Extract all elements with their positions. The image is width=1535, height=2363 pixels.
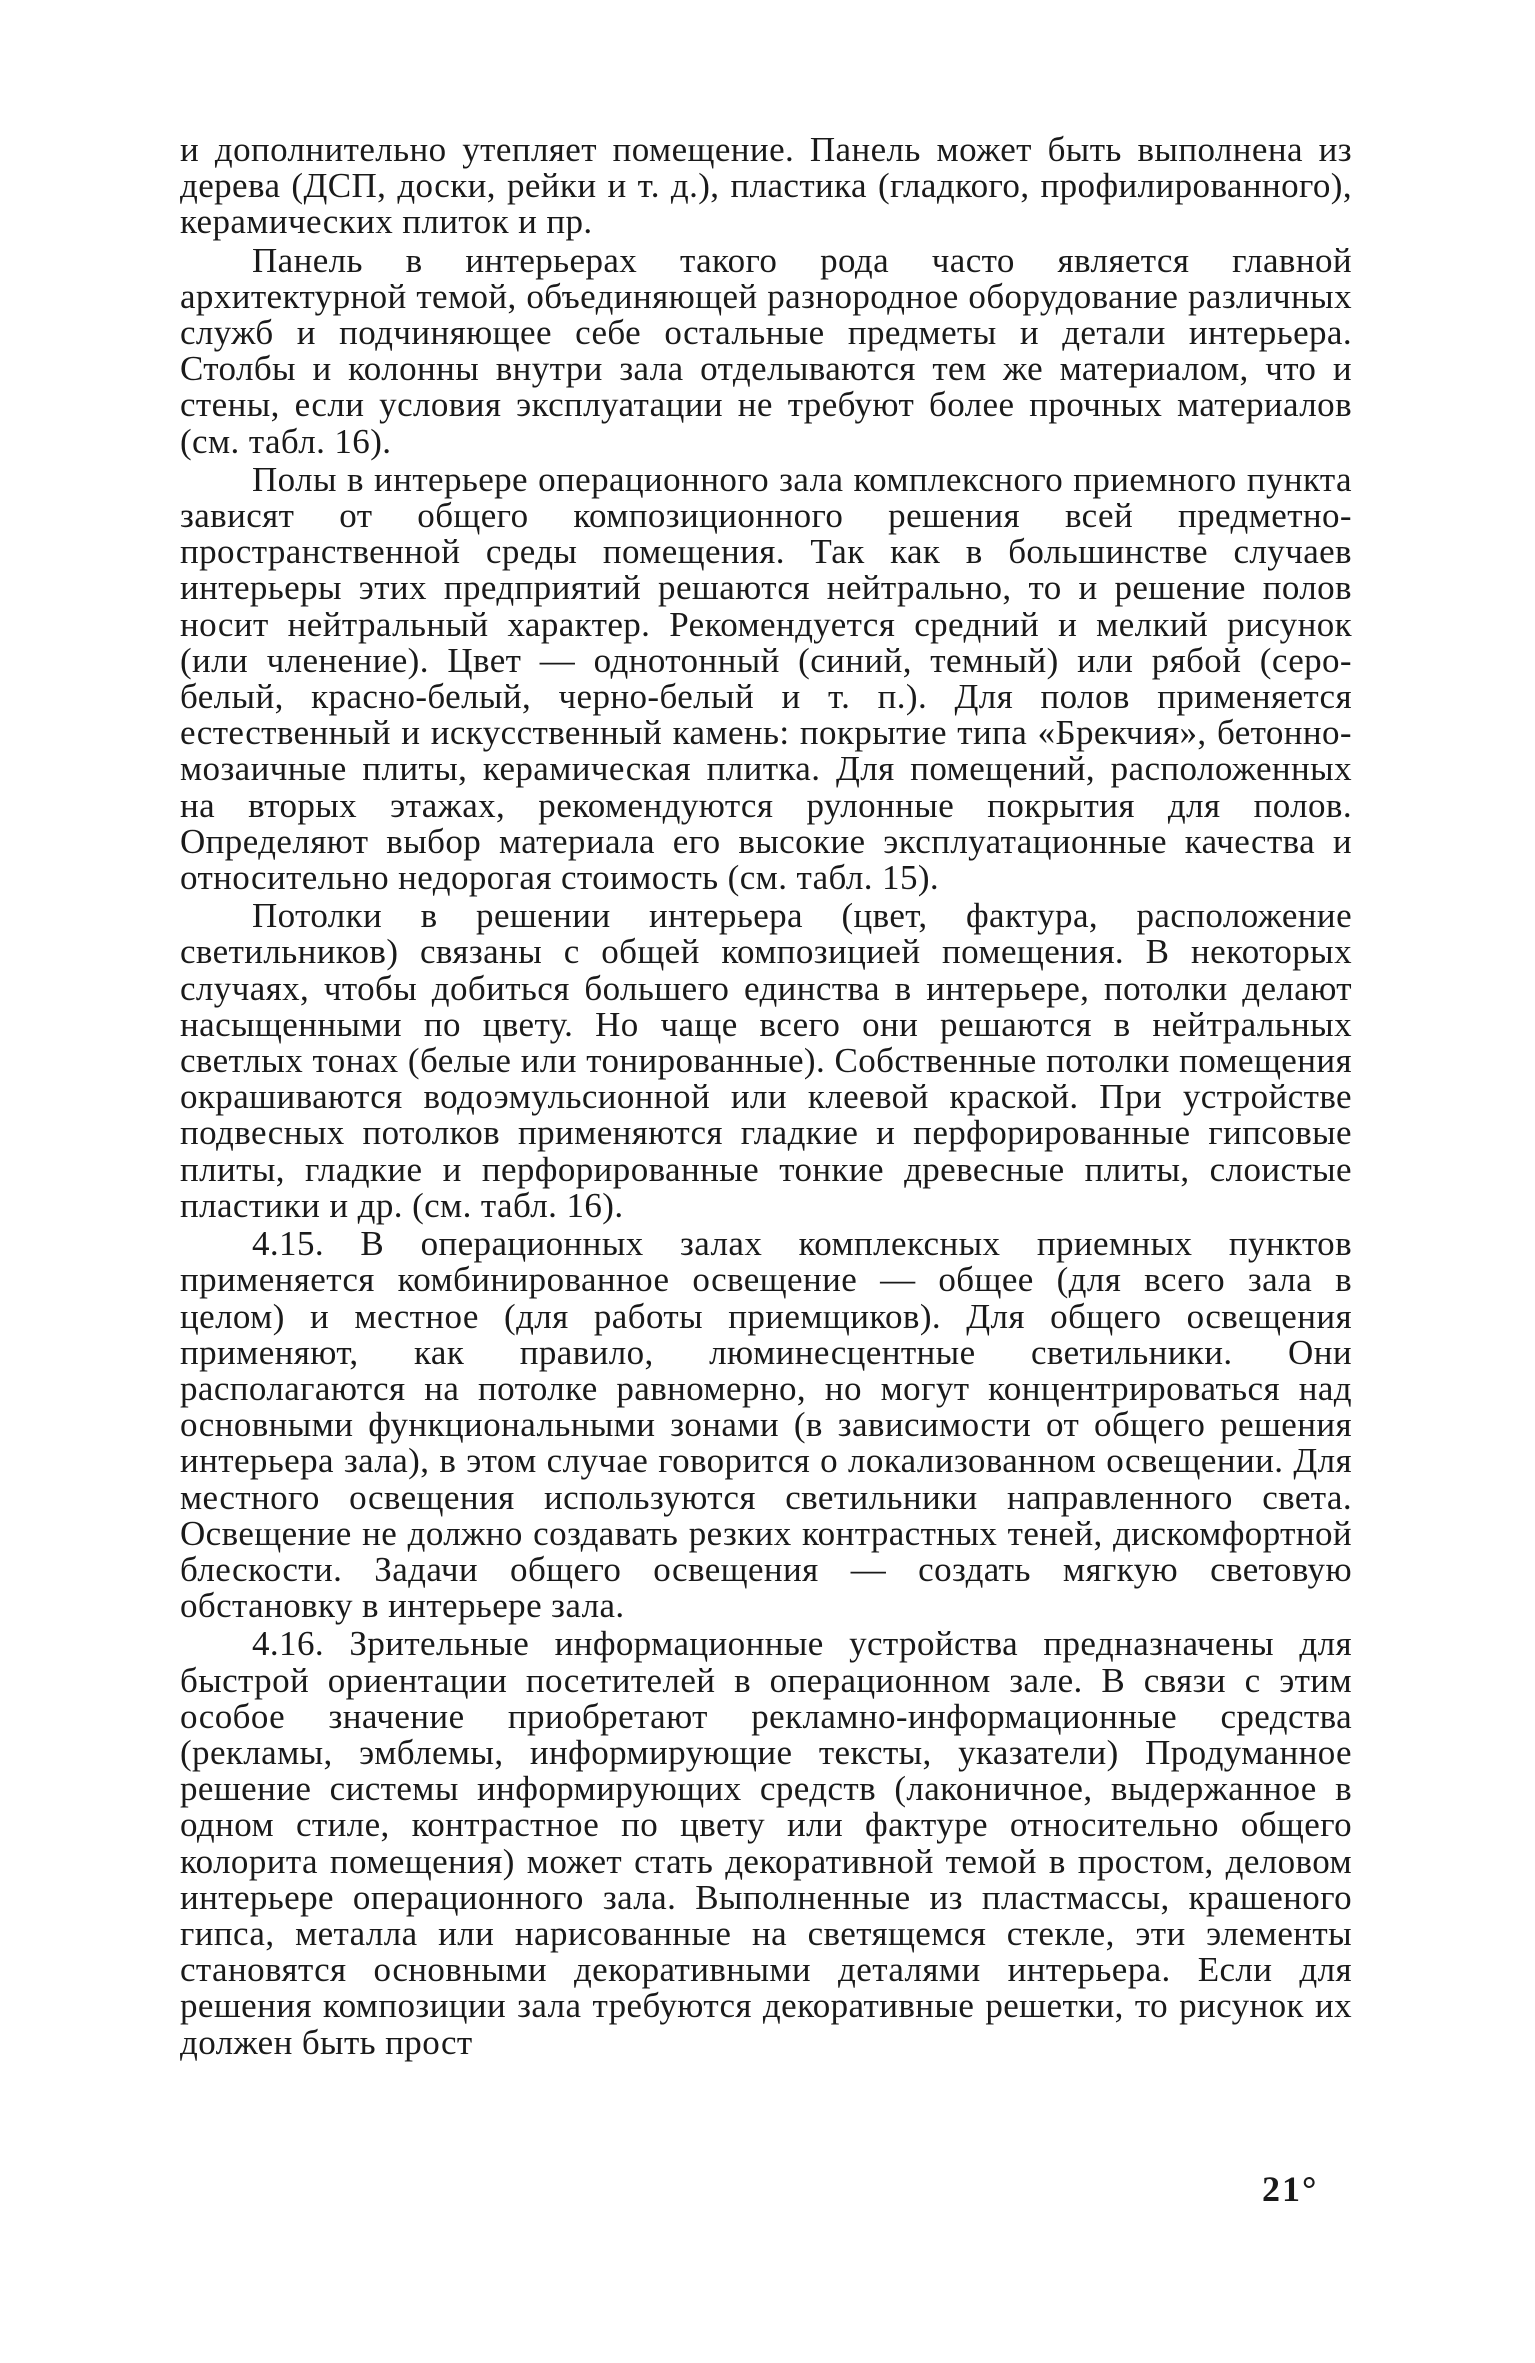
paragraph-section-4-15-lighting: 4.15. В операционных залах комплексных приемных пунктов применяется комбинированное освещение — общее (для всего зала в целом) и местное (для работы приемщиков). Для общего освещения применяют, как правило, люминесцентные светильники. Они располагаются на потолке равномерно, но могут концентрироваться над основными функциональными зонами (в зависимости от общего решения интерьера зала), в этом случае говорится о локализованном освещении. Для местного освещения используются светильники направленного света. Освещение не должно создавать резких контрастных теней, дискомфортной блескости. Задачи общего освещения — создать мягкую световую обстановку в интерьере зала.: [180, 1224, 1352, 1626]
paragraph-floors: Полы в интерьере операционного зала комплексного приемного пункта зависят от общего композиционного решения всей предметно-пространственной среды помещения. Так как в большинстве случаев интерьеры этих предприятий решаются нейтрально, то и решение полов носит нейтральный характер. Рекомендуется средний и мелкий рисунок (или членение). Цвет — однотонный (синий, темный) или рябой (серо-белый, красно-белый, черно-белый и т. п.). Для полов применяется естественный и искусственный камень: покрытие типа «Брекчия», бетонно-мозаичные плиты, керамическая плитка. Для помещений, расположенных на вторых этажах, рекомендуются рулонные покрытия для полов. Определяют выбор материала его высокие эксплуатационные качества и относительно недорогая стоимость (см. табл. 15).: [180, 459, 1352, 898]
page-body: [180, 132, 1352, 2061]
page-number: 21°: [1262, 2169, 1319, 2209]
paragraph-section-4-16-information: 4.16. Зрительные информационные устройства предназначены для быстрой ориентации посетителей в операционном зале. В связи с этим особое значение приобретают рекламно-информационные средства (рекламы, эмблемы, информирующие тексты, указатели) Продуманное решение системы информирующих средств (лаконичное, выдержанное в одном стиле, контрастное по цвету или фактуре относительно общего колорита помещения) может стать декоративной темой в простом, деловом интерьере операционного зала. Выполненные из пластмассы, крашеного гипса, металла или нарисованные на светящемся стекле, эти элементы становятся основными декоративными деталями интерьера. Если для решения композиции зала требуются декоративные решетки, то рисунок их должен быть прост: [180, 1624, 1352, 2062]
paragraph-panel-continuation: и дополнительно утепляет помещение. Панель может быть выполнена из дерева (ДСП, доски, рейки и т. д.), пластика (гладкого, профилированного), керамических плиток и пр.: [180, 130, 1352, 242]
paragraph-ceilings: Потолки в решении интерьера (цвет, фактура, расположение светильников) связаны с общей композицией помещения. В некоторых случаях, чтобы добиться большего единства в интерьере, потолки делают насыщенными по цвету. Но чаще всего они решаются в нейтральных светлых тонах (белые или тонированные). Собственные потолки помещения окрашиваются водоэмульсионной или клеевой краской. При устройстве подвесных потолков применяются гладкие и перфорированные гипсовые плиты, гладкие и перфорированные тонкие древесные плиты, слоистые пластики и др. (см. табл. 16).: [180, 896, 1352, 1225]
paragraph-panel-theme: Панель в интерьерах такого рода часто является главной архитектурной темой, объединяющей разнородное оборудование различных служб и подчиняющее себе остальные предметы и детали интерьера. Столбы и колонны внутри зала отделываются тем же материалом, что и стены, если условия эксплуатации не требуют более прочных материалов (см. табл. 16).: [180, 240, 1352, 461]
